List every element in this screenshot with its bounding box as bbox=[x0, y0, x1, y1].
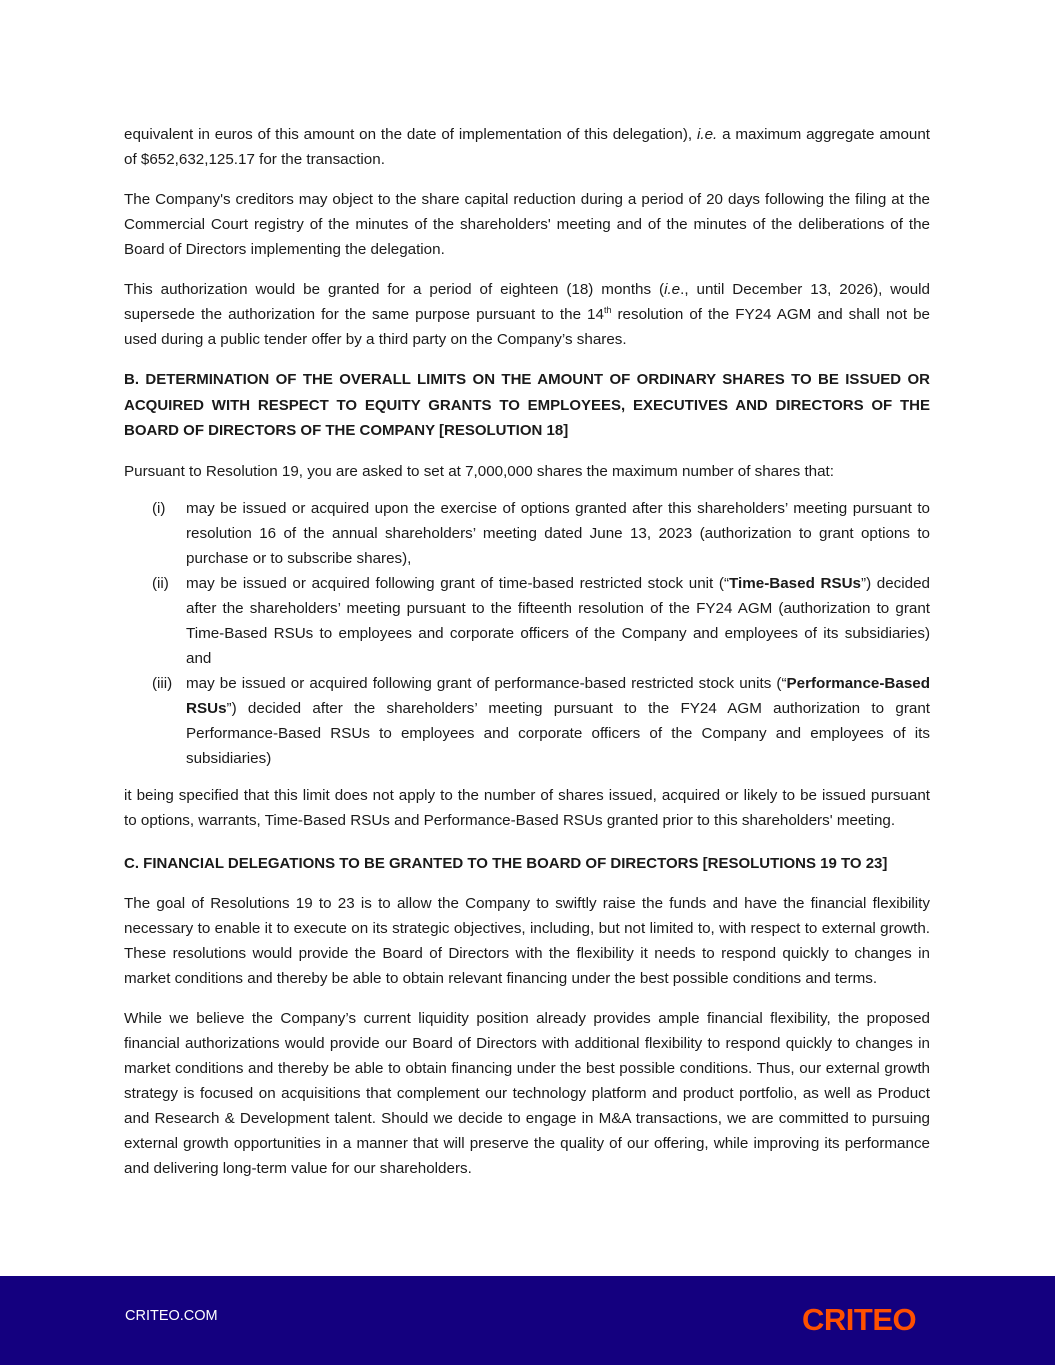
document-body bbox=[124, 122, 930, 1196]
list-item bbox=[124, 671, 930, 771]
paragraph: While we believe the Company’s current liquidity position already provides ample financial flexibility, the proposed financial authorizations would provide our Board of Directors with additional flexibility to respond quickly to changes in market conditions and thereby be able to obtain financing under the best possible conditions. Thus, our external growth strategy is focused on acquisitions that complement our technology platform and product portfolio, as well as Product and Research & Development talent. Should we decide to engage in M&A transactions, we are committed to pursuing external growth opportunities in a manner that will preserve the quality of our offering, while improving its performance and delivering long-term value for our shareholders. bbox=[124, 1010, 930, 1177]
text: ”) decided after the shareholders’ meeting pursuant to the fifteenth resolution of the FY24 AGM (authorization to grant Time-Based RSUs to employees and corporate officers of the Company and employees of its subsidiaries) and bbox=[186, 574, 930, 667]
section-heading-c: C. FINANCIAL DELEGATIONS TO BE GRANTED TO THE BOARD OF DIRECTORS [RESOLUTIONS 19 TO 23] bbox=[124, 854, 888, 872]
section-heading-b: B. DETERMINATION OF THE OVERALL LIMITS ON THE AMOUNT OF ORDINARY SHARES TO BE ISSUED OR ACQUIRED WITH RESPECT TO EQUITY GRANTS TO EMPLOYEES, EXECUTIVES AND DIRECTORS OF THE BOARD OF DIRECTORS OF THE COMPANY [RESOLUTION 18] bbox=[124, 371, 930, 439]
numbered-list bbox=[124, 496, 930, 771]
defined-term: Time-Based RSUs bbox=[729, 574, 862, 592]
text: i.e bbox=[664, 281, 681, 298]
text: ”) decided after the shareholders’ meeting pursuant to the FY24 AGM authorization to grant Performance-Based RSUs to employees and corporate officers of the Company and employees of its subsidiaries) bbox=[186, 699, 930, 767]
text: i.e. bbox=[696, 126, 718, 143]
footer bbox=[0, 1276, 1055, 1365]
list-number: (iii) bbox=[152, 674, 173, 692]
text: resolution of the FY24 AGM and shall not be used during a public tender offer by a third party on the Company’s shares. bbox=[124, 306, 930, 348]
website-link[interactable]: CRITEO.COM bbox=[125, 1308, 218, 1324]
text: a maximum aggregate amount of $652,632,125.17 for the transaction. bbox=[124, 126, 931, 168]
logo-text: CRITEO bbox=[802, 1304, 917, 1334]
paragraph: Pursuant to Resolution 19, you are asked to set at 7,000,000 shares the maximum number of shares that: bbox=[124, 462, 834, 480]
text: may be issued or acquired following grant of time-based restricted stock unit (“ bbox=[186, 574, 730, 592]
list-text bbox=[186, 671, 930, 771]
list-item bbox=[124, 496, 930, 571]
paragraph bbox=[124, 277, 930, 352]
list-item bbox=[124, 571, 930, 671]
superscript: th bbox=[603, 304, 612, 315]
list-text bbox=[186, 571, 930, 671]
list-text: may be issued or acquired upon the exercise of options granted after this shareholders’ meeting pursuant to resolution 16 of the annual shareholders’ meeting dated June 13, 2023 (authorization to grant options to purchase or to subscribe shares), bbox=[186, 499, 930, 567]
defined-term: Performance-Based RSUs bbox=[186, 674, 930, 717]
list-number: (ii) bbox=[152, 574, 169, 592]
text: This authorization would be granted for a period of eighteen (18) months ( bbox=[124, 281, 665, 298]
paragraph bbox=[124, 122, 930, 172]
criteo-logo bbox=[802, 1304, 930, 1334]
paragraph: it being specified that this limit does not apply to the number of shares issued, acquired or likely to be issued pursuant to options, warrants, Time-Based RSUs and Performance-Based RSUs granted prior to this shareholders' meeting. bbox=[124, 786, 930, 829]
text: equivalent in euros of this amount on the date of implementation of this delegation), bbox=[124, 126, 697, 143]
list-number: (i) bbox=[152, 499, 166, 517]
text: may be issued or acquired following grant of performance-based restricted stock units (“ bbox=[186, 674, 787, 692]
text: ., until December 13, 2026), would supersede the authorization for the same purpose pursuant to the 14 bbox=[124, 281, 930, 323]
paragraph: The Company's creditors may object to the share capital reduction during a period of 20 days following the filing at the Commercial Court registry of the minutes of the shareholders' meeting and of the minutes of the deliberations of the Board of Directors implementing the delegation. bbox=[124, 191, 930, 258]
paragraph: The goal of Resolutions 19 to 23 is to allow the Company to swiftly raise the funds and have the financial flexibility necessary to enable it to execute on its strategic objectives, including, but not limited to, with respect to external growth. These resolutions would provide the Board of Directors with the flexibility it needs to respond quickly to changes in market conditions and thereby be able to obtain relevant financing under the best possible conditions and terms. bbox=[124, 895, 930, 987]
